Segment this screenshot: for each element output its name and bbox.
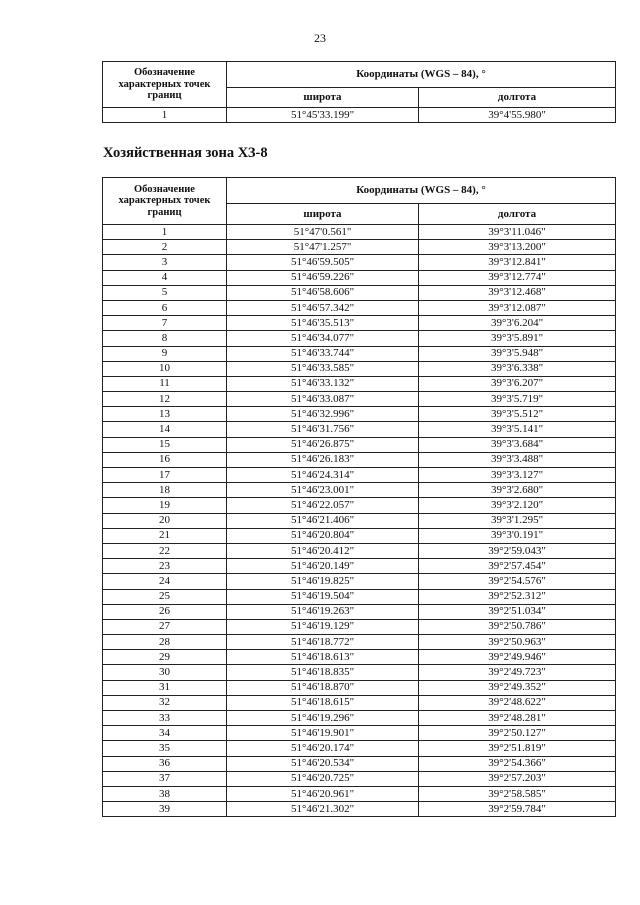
latitude-value: 51°46'20.149" [227,559,419,574]
table-row [103,711,616,726]
table-row [103,604,616,619]
point-number: 22 [103,543,227,558]
point-number: 30 [103,665,227,680]
longitude-value: 39°3'12.774" [419,270,616,285]
longitude-header: долгота [419,204,616,225]
longitude-value: 39°3'12.087" [419,300,616,315]
longitude-value: 39°3'11.046" [419,225,616,240]
table-row [103,255,616,270]
point-number: 12 [103,392,227,407]
point-number: 9 [103,346,227,361]
point-label-header: Обозначение характерных точек границ [103,62,227,108]
table-row [103,619,616,634]
table-row [103,240,616,255]
longitude-value: 39°2'49.352" [419,680,616,695]
point-number: 10 [103,361,227,376]
longitude-value: 39°2'59.784" [419,802,616,817]
longitude-value: 39°2'49.946" [419,650,616,665]
point-number: 31 [103,680,227,695]
latitude-value: 51°47'0.561" [227,225,419,240]
latitude-value: 51°46'24.314" [227,468,419,483]
latitude-value: 51°46'32.996" [227,407,419,422]
point-number: 36 [103,756,227,771]
longitude-value: 39°2'59.043" [419,543,616,558]
latitude-value: 51°46'26.875" [227,437,419,452]
zone-title: Хозяйственная зона ХЗ-8 [103,145,268,161]
table-row [103,726,616,741]
point-number: 29 [103,650,227,665]
latitude-value: 51°46'23.001" [227,483,419,498]
latitude-header: широта [227,204,419,225]
longitude-value: 39°3'6.207" [419,376,616,391]
longitude-value: 39°3'6.204" [419,316,616,331]
table-row [103,756,616,771]
coords-header: Координаты (WGS – 84), ° [227,62,616,88]
latitude-value: 51°46'26.183" [227,452,419,467]
point-number: 2 [103,240,227,255]
point-number: 1 [103,225,227,240]
coordinates-table-2 [102,177,616,817]
latitude-value: 51°46'20.534" [227,756,419,771]
table-row [103,285,616,300]
latitude-value: 51°46'21.302" [227,802,419,817]
point-label-header: Обозначение характерных точек границ [103,178,227,225]
table-row [103,498,616,513]
latitude-value: 51°46'20.804" [227,528,419,543]
longitude-value: 39°3'5.948" [419,346,616,361]
point-number: 25 [103,589,227,604]
point-number: 8 [103,331,227,346]
point-number: 17 [103,468,227,483]
longitude-value: 39°3'3.684" [419,437,616,452]
point-number: 15 [103,437,227,452]
table-row [103,574,616,589]
point-number: 27 [103,619,227,634]
longitude-value: 39°2'50.127" [419,726,616,741]
point-number: 37 [103,771,227,786]
point-number: 16 [103,452,227,467]
point-number: 20 [103,513,227,528]
latitude-value: 51°46'33.132" [227,376,419,391]
table-row [103,361,616,376]
latitude-value: 51°46'18.613" [227,650,419,665]
latitude-value: 51°46'19.296" [227,711,419,726]
point-number: 26 [103,604,227,619]
longitude-value: 39°3'6.338" [419,361,616,376]
longitude-value: 39°2'57.454" [419,559,616,574]
table-row [103,422,616,437]
table-row [103,635,616,650]
longitude-value: 39°2'48.281" [419,711,616,726]
latitude-value: 51°46'21.406" [227,513,419,528]
table-row [103,468,616,483]
table-row [103,376,616,391]
latitude-value: 51°46'35.513" [227,316,419,331]
latitude-value: 51°46'19.263" [227,604,419,619]
point-number: 28 [103,635,227,650]
longitude-value: 39°3'5.719" [419,392,616,407]
point-number: 4 [103,270,227,285]
longitude-value: 39°4'55.980" [419,108,616,123]
latitude-value: 51°46'20.725" [227,771,419,786]
table-row [103,270,616,285]
table-row [103,300,616,315]
latitude-value: 51°46'20.412" [227,543,419,558]
point-number: 1 [103,108,227,123]
point-number: 18 [103,483,227,498]
point-number: 24 [103,574,227,589]
longitude-value: 39°3'12.841" [419,255,616,270]
latitude-value: 51°46'18.835" [227,665,419,680]
table-row [103,695,616,710]
latitude-value: 51°46'22.057" [227,498,419,513]
table-row [103,513,616,528]
table-row [103,786,616,801]
latitude-value: 51°46'19.825" [227,574,419,589]
latitude-value: 51°46'18.870" [227,680,419,695]
longitude-value: 39°3'12.468" [419,285,616,300]
table-row [103,483,616,498]
latitude-value: 51°46'59.226" [227,270,419,285]
table-row [103,680,616,695]
page-number: 23 [314,31,326,45]
table-row [103,665,616,680]
latitude-value: 51°47'1.257" [227,240,419,255]
longitude-value: 39°3'2.120" [419,498,616,513]
latitude-value: 51°46'33.744" [227,346,419,361]
point-number: 35 [103,741,227,756]
longitude-value: 39°3'5.141" [419,422,616,437]
latitude-value: 51°46'18.615" [227,695,419,710]
table-row [103,452,616,467]
longitude-value: 39°3'2.680" [419,483,616,498]
longitude-value: 39°2'54.576" [419,574,616,589]
longitude-value: 39°3'3.127" [419,468,616,483]
longitude-value: 39°2'57.203" [419,771,616,786]
longitude-value: 39°2'49.723" [419,665,616,680]
longitude-value: 39°3'13.200" [419,240,616,255]
point-number: 11 [103,376,227,391]
latitude-value: 51°46'34.077" [227,331,419,346]
point-number: 21 [103,528,227,543]
latitude-value: 51°46'20.174" [227,741,419,756]
longitude-value: 39°2'52.312" [419,589,616,604]
table-row [103,543,616,558]
latitude-value: 51°46'20.961" [227,786,419,801]
point-number: 14 [103,422,227,437]
coordinates-table-1 [102,61,616,123]
table-row [103,437,616,452]
point-number: 5 [103,285,227,300]
table-row [103,225,616,240]
point-number: 13 [103,407,227,422]
latitude-value: 51°46'19.504" [227,589,419,604]
longitude-value: 39°3'5.891" [419,331,616,346]
latitude-value: 51°46'18.772" [227,635,419,650]
latitude-value: 51°46'59.505" [227,255,419,270]
table-row [103,108,616,123]
point-number: 39 [103,802,227,817]
latitude-value: 51°46'31.756" [227,422,419,437]
longitude-value: 39°2'50.963" [419,635,616,650]
table-row [103,346,616,361]
latitude-value: 51°46'57.342" [227,300,419,315]
table-row [103,392,616,407]
latitude-header: широта [227,88,419,108]
longitude-header: долгота [419,88,616,108]
longitude-value: 39°3'5.512" [419,407,616,422]
longitude-value: 39°2'54.366" [419,756,616,771]
latitude-value: 51°46'19.129" [227,619,419,634]
longitude-value: 39°2'51.819" [419,741,616,756]
point-number: 33 [103,711,227,726]
table-row [103,650,616,665]
point-number: 6 [103,300,227,315]
table-row [103,316,616,331]
longitude-value: 39°2'58.585" [419,786,616,801]
latitude-value: 51°46'33.585" [227,361,419,376]
point-number: 32 [103,695,227,710]
latitude-value: 51°46'33.087" [227,392,419,407]
table-row [103,589,616,604]
point-number: 7 [103,316,227,331]
latitude-value: 51°45'33.199" [227,108,419,123]
table-row [103,331,616,346]
table-row [103,407,616,422]
longitude-value: 39°2'51.034" [419,604,616,619]
table-row [103,741,616,756]
coords-header: Координаты (WGS – 84), ° [227,178,616,204]
point-number: 19 [103,498,227,513]
longitude-value: 39°3'3.488" [419,452,616,467]
table-row [103,559,616,574]
longitude-value: 39°2'48.622" [419,695,616,710]
point-number: 3 [103,255,227,270]
table-row [103,771,616,786]
longitude-value: 39°2'50.786" [419,619,616,634]
latitude-value: 51°46'19.901" [227,726,419,741]
point-number: 23 [103,559,227,574]
longitude-value: 39°3'0.191" [419,528,616,543]
latitude-value: 51°46'58.606" [227,285,419,300]
point-number: 38 [103,786,227,801]
point-number: 34 [103,726,227,741]
longitude-value: 39°3'1.295" [419,513,616,528]
table-row [103,802,616,817]
table-row [103,528,616,543]
